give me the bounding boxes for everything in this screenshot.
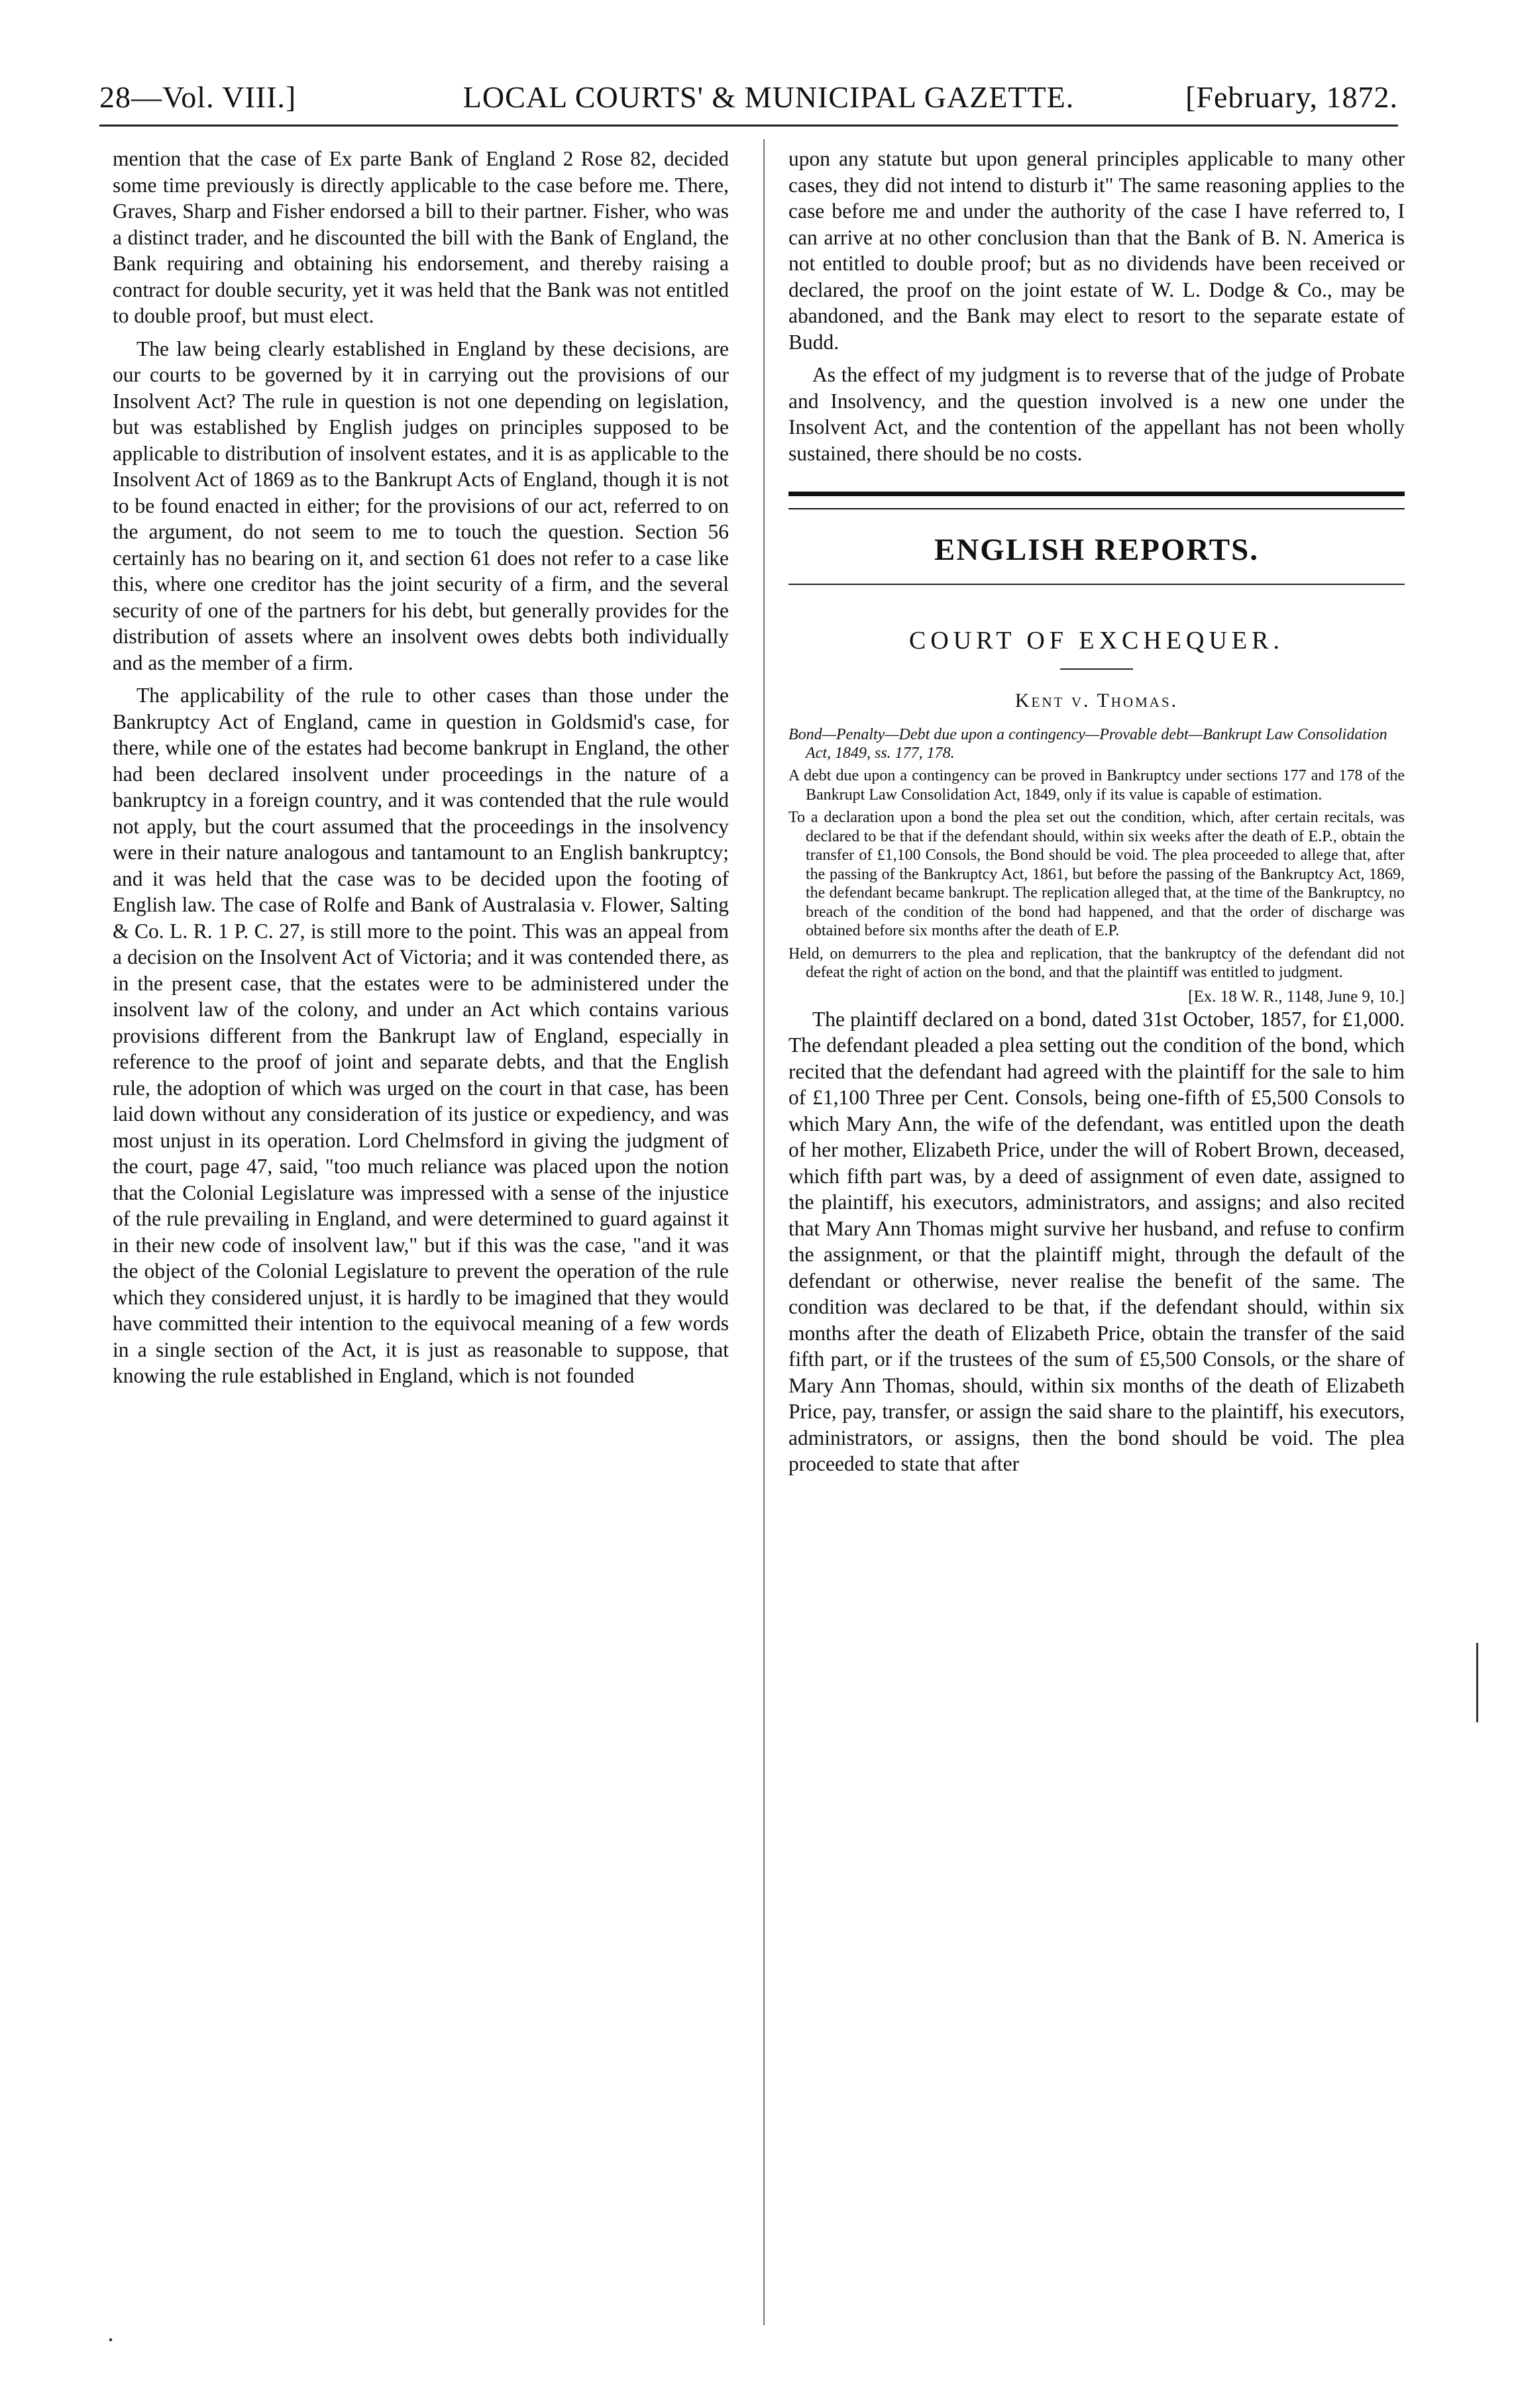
body-paragraph: The law being clearly established in England by these decisions, are our courts to be governed by it in carrying out the provisions of our Insolvent Act? The rule in question is not one depending on legislation, but was established by English judges on principles supposed to be applicable to distribution of insolvent estates, and it is as applicable to the Insolvent Act of 1869 as to the Bankrupt Acts of England, though it is not to be found enacted in either; for the provisions of our act, referred to on the argument, do not seem to me to touch the question. Section 56 certainly has no bearing on it, and section 61 does not refer to a case like this, where one creditor has the joint security of a firm, and the several security of one of the partners for his debt, but generally provides for the distribution of assets where an insolvent owes debts both individually and as the member of a firm. [113,337,729,674]
headnote-holding: Held, on demurrers to the plea and replication, that the bankruptcy of the defendant did not defeat the right of action on the bond, and that the plaintiff was entitled to judgment. [788,945,1405,981]
body-paragraph: The applicability of the rule to other cases than those under the Bankruptcy Act of England, came in question in Goldsmid's case, for there, while one of the estates had become bankrupt in England, the other had been declared insolvent under proceedings in the nature of a bankruptcy in a foreign country, and it was contended that the rule would not apply, but the court assumed that the proceedings in the insolvency were in their nature analogous and tantamount to an English bankruptcy; and it was held that the case was to be decided upon the footing of English law. The case of Rolfe and Bank of Australasia v. Flower, Salting & Co. L. R. 1 P. C. 27, is still more to the point. This was an appeal from a decision on the Insolvent Act of Victoria; and it was contended there, as in the present case, that the estates were to be administered under the insolvent law of the colony, and under an Act which contains various provisions different from the Bankrupt law of England, especially in reference to the proof of joint and separate debts, and that the English rule, the adoption of which was urged on the court in that case, has been laid down without any consideration of its justice or expediency, and was most unjust in its operation. Lord Chelmsford in giving the judgment of the court, page 47, said, "too much reliance was placed upon the notion that the Colonial Legislature was impressed with a sense of the injustice of the rule prevailing in England, and were determined to guard against it in their new code of insolvent law," but if this was the case, "and it was the object of the Colonial Legislature to prevent the operation of the rule which they considered unjust, it is hardly to be imagined that they would have committed their intention to the equivocal meaning of a few words in a single section of the Act, it is just as reasonable to suppose, that knowing the rule established in England, which is not founded [113,684,729,1387]
margin-mark [109,2338,112,2341]
section-rule [788,492,1405,509]
body-paragraph: The plaintiff declared on a bond, dated 31st October, 1857, for £1,000. The defendant pleaded a plea setting out the condition of the bond, which recited that the defendant had agreed with the plaintiff for the sale to him of £1,100 Three per Cent. Consols, being one-fifth of £5,500 Consols to which Mary Ann, the wife of the defendant, was entitled upon the death of her mother, Elizabeth Price, under the will of Robert Brown, deceased, which fifth part was, by a deed of assignment of even date, assigned to the plaintiff, his executors, administrators, and assigns; and also recited that Mary Ann Thomas might survive her husband, and refuse to confirm the assignment, or that the plaintiff might, through the default of the defendant or otherwise, never realise the benefit of the same. The condition was declared to be that, if the defendant should, within six months after the death of Elizabeth Price, obtain the transfer of the said fifth part, or if the trustees of the sum of £5,500 Consols, or the share of Mary Ann Thomas, should, within six months of the death of Elizabeth Price, pay, transfer, or assign the said share to the plaintiff, his executors, administrators, or assigns, then the bond should be void. The plea proceeded to state that after [788,1007,1405,1475]
right-column [788,146,1405,1484]
case-name: Kent v. Thomas. [1014,690,1179,711]
page-volume-label: 28—Vol. VIII.] [99,80,297,114]
report-citation: [Ex. 18 W. R., 1148, June 9, 10.] [1188,987,1405,1006]
publication-title: LOCAL COURTS' & MUNICIPAL GAZETTE. [462,80,1075,114]
court-heading: COURT OF EXCHEQUER. [909,627,1284,654]
headnote-holding: A debt due upon a contingency can be proved in Bankruptcy under sections 177 and 178 of the Bankrupt Law Consolidation Act, 1849, only if its value is capable of estimation. [788,767,1405,804]
issue-date: [February, 1872. [1185,80,1398,114]
body-paragraph: mention that the case of Ex parte Bank of England 2 Rose 82, decided some time previously is directly applicable to the case before me. There, Graves, Sharp and Fisher endorsed a bill to their partner. Fisher, who was a distinct trader, and he discounted the bill with the Bank of England, the Bank requiring and obtaining his endorsement, and thereby raising a contract for double security, yet it was held that the Bank was not entitled to double proof, but must elect. [113,147,729,327]
running-head [99,73,1398,119]
headnote-holding: To a declaration upon a bond the plea set out the condition, which, after certain recitals, was declared to be that if the defendant should, within six weeks after the death of E.P., obtain the transfer of £1,100 Consols, the Bond should be void. The plea proceeded to allege that, after the passing of the Bankruptcy Act, 1861, but before the passing of the Bankruptcy Act, 1869, the defendant became bankrupt. The replication alleged that, at the time of the Bankruptcy, no breach of the condition of the bond had happened, and that the order of discharge was obtained before six months after the death of E.P. [788,809,1405,939]
margin-mark [1476,1643,1478,1722]
short-rule [1060,668,1133,670]
column-divider [763,139,765,2325]
headnote-keywords: Bond—Penalty—Debt due upon a contingency—Provable debt—Bankrupt Law Consolidation Act, 1849, ss. 177, 178. [788,726,1387,762]
section-heading: ENGLISH REPORTS. [934,533,1260,567]
body-paragraph: upon any statute but upon general principles applicable to many other cases, they did not intend to disturb it" The same reasoning applies to the case before me and under the authority of the case I have referred to, I can arrive at no other conclusion than that the Bank of B. N. America is not entitled to double proof; but as no dividends have been received or declared, the proof on the joint estate of W. L. Dodge & Co., may be abandoned, and the Bank may elect to resort to the separate estate of Budd. [788,147,1405,354]
header-rule [99,125,1398,127]
left-column [113,146,729,1396]
body-paragraph: As the effect of my judgment is to reverse that of the judge of Probate and Insolvency, and the question involved is a new one under the Insolvent Act, and the contention of the appellant has not been wholly sustained, there should be no costs. [788,363,1405,465]
section-rule-thin [788,584,1405,585]
gazette-page [99,73,1405,2352]
